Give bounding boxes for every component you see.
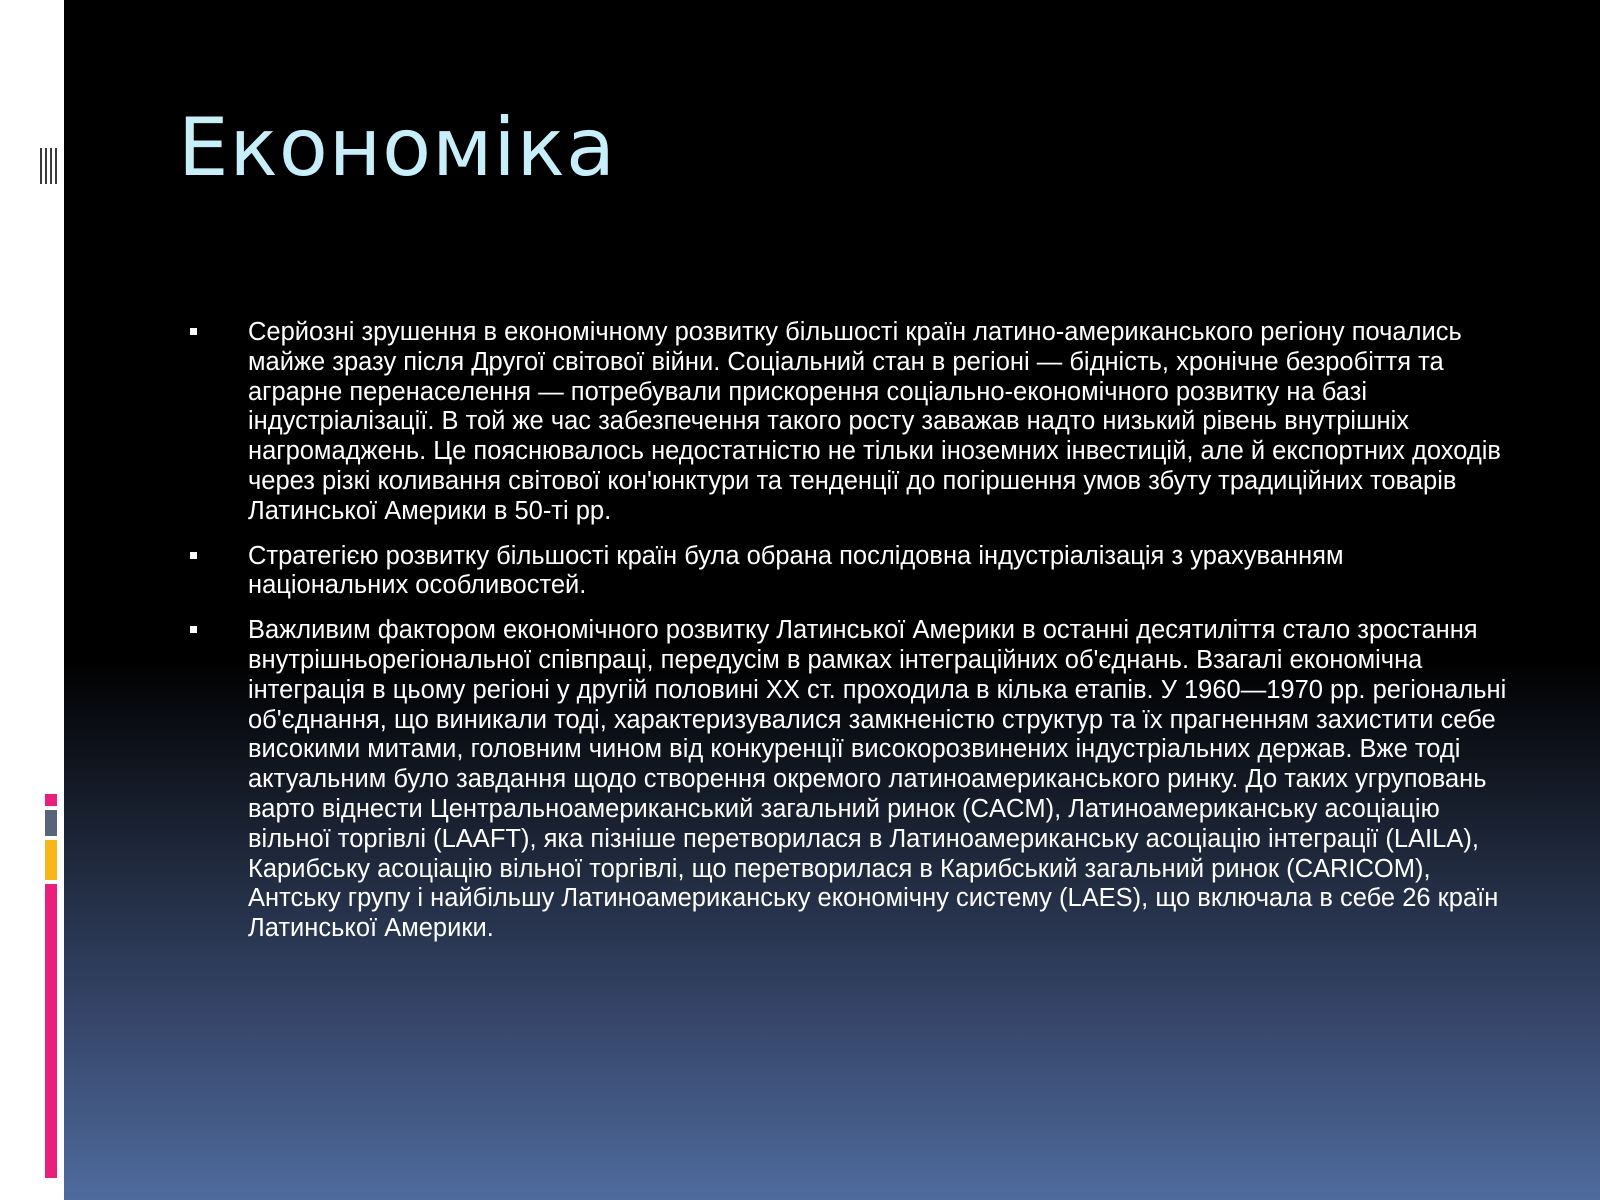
bullet-list [188, 318, 1508, 959]
accent-bar-gray [45, 810, 57, 836]
bullet-item [188, 318, 1508, 527]
slide-title: Економіка [178, 101, 616, 194]
bullet-text: Важливим фактором економічного розвитку Латинської Америки в останні десятиліття стало зростання внутрішньорегіональної співпраці, передусім в рамках інтеграційних об'єднань. Взагалі економічна інтеграція в цьому регіоні у другій половині XX ст. проходила в кілька етапів. У 1960—1970 рр. регіональні об'єднання, що виникали тоді, характеризувалися замкненістю структур та їх прагненням захистити себе високими митами, головним чином від конкуренції високорозвинених індустріальних держав. Вже тоді актуальним було завдання щодо створення окремого латиноамериканського ринку. До таких угруповань варто віднести Центральноамериканський загальний ринок (CACM), Латиноамериканську асоціацію вільної торгівлі (LAAFT), яка пізніше перетворилася в Латиноамериканську асоціацію інтеграції (LAILA), Карибську асоціацію вільної торгівлі, що перетворилася в Карибський загальний ринок (CARICOM), Антську групу і найбільшу Латиноамериканську економічну систему (LAES), що включала в себе 26 країн Латинської Америки. [248, 616, 1507, 943]
square-bullet-icon [190, 328, 197, 335]
bullet-text: Стратегією розвитку більшості країн була обрана послідовна індустріалізація з урахуванням національних особливостей. [248, 541, 1344, 600]
bullet-text: Серйозні зрушення в економічному розвитку більшості країн латино-американського регіону почались майже зразу після Другої світової війни. Соціальний стан в регіоні — бідність, хронічне безробіття та аграрне перенаселення — потребували прискорення соціально-економічного розвитку на базі індустріалізації. В той же час забезпечення такого росту заважав надто низький рівень внутрішніх нагромаджень. Це пояснювалось недостатністю не тільки іноземних інвестицій, але й експортних доходів через різкі коливання світової кон'юнктури та тенденції до погіршення умов збуту традиційних товарів Латинської Америки в 50-ті рр. [248, 318, 1501, 525]
bullet-item [188, 542, 1508, 602]
bullet-item [188, 616, 1508, 944]
accent-bar-pink-long [45, 884, 57, 1178]
decorative-lines [40, 148, 64, 184]
square-bullet-icon [190, 552, 197, 559]
accent-bar-pink-top [45, 794, 57, 806]
accent-bar-gold [45, 840, 57, 880]
square-bullet-icon [190, 626, 197, 633]
